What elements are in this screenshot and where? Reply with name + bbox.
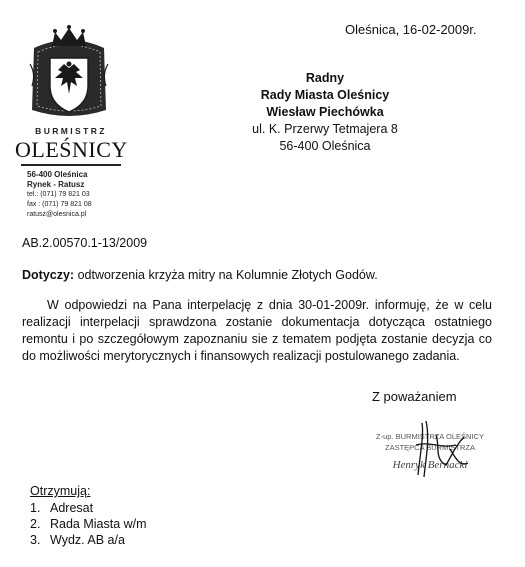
recipients-list: [30, 500, 147, 548]
recipient-block: [220, 70, 430, 155]
stamp-name: Henryk Bernacki: [392, 459, 468, 471]
letterhead-divider: [21, 164, 121, 166]
letterhead-city: OLEŚNICY: [15, 137, 128, 162]
list-item-label: Rada Miasta w/m: [50, 517, 147, 531]
recipient-name: Wiesław Piechówka: [266, 105, 384, 119]
subject-line: [22, 268, 378, 282]
recipient-line: Radny: [305, 71, 345, 85]
letterhead-title: BURMISTRZ: [35, 126, 107, 136]
list-item: [30, 500, 147, 516]
stamp-line: Z-up. BURMISTRZA OLEŚNICY: [376, 432, 484, 441]
subject-label: Dotyczy:: [22, 268, 75, 282]
list-item: [30, 532, 147, 548]
body-paragraph: W odpowiedzi na Pana interpelację z dnia 30-01-2009r. informuję, że w celu realizacji interpelacji sprawdzona zostanie dokumentacja dotycząca ostatniego remontu i po szczegółowym zapoznaniu sie z tematem podjęta zostanie decyzja co do możliwości merytorycznych i finansowych realizacji postulowanego zadania.: [22, 298, 492, 363]
email-address: ratusz@olesnica.pl: [27, 211, 87, 218]
stamp-line: ZASTĘPCA BURMISTRZA: [384, 443, 476, 452]
address-line: Rynek - Ratusz: [27, 180, 85, 189]
coat-of-arms-icon: [28, 24, 110, 122]
recipient-street: ul. K. Przerwy Tetmajera 8: [252, 122, 398, 136]
list-item-number: 3.: [30, 533, 41, 547]
signature-stamp: [360, 415, 500, 485]
fax-number: fax : (071) 79 821 08: [27, 201, 92, 208]
list-item-number: 2.: [30, 517, 41, 531]
letter-date: Oleśnica, 16-02-2009r.: [345, 22, 477, 37]
phone-number: tel.: (071) 79 821 03: [27, 191, 90, 198]
letterhead: [15, 126, 127, 166]
letterhead-address: [27, 170, 127, 220]
recipients-title: Otrzymują:: [30, 484, 91, 498]
list-item-label: Wydz. AB a/a: [50, 533, 125, 547]
address-line: 56-400 Oleśnica: [27, 170, 88, 179]
list-item: [30, 516, 147, 532]
reference-number: AB.2.00570.1-13/2009: [22, 236, 148, 250]
list-item-number: 1.: [30, 501, 41, 515]
list-item-label: Adresat: [50, 501, 94, 515]
letter-body: [22, 297, 492, 365]
subject-text: odtworzenia krzyża mitry na Kolumnie Złotych Godów.: [74, 268, 378, 282]
closing: Z poważaniem: [372, 389, 457, 404]
recipient-line: Rady Miasta Oleśnicy: [260, 88, 390, 102]
recipient-city: 56-400 Oleśnica: [279, 139, 371, 153]
